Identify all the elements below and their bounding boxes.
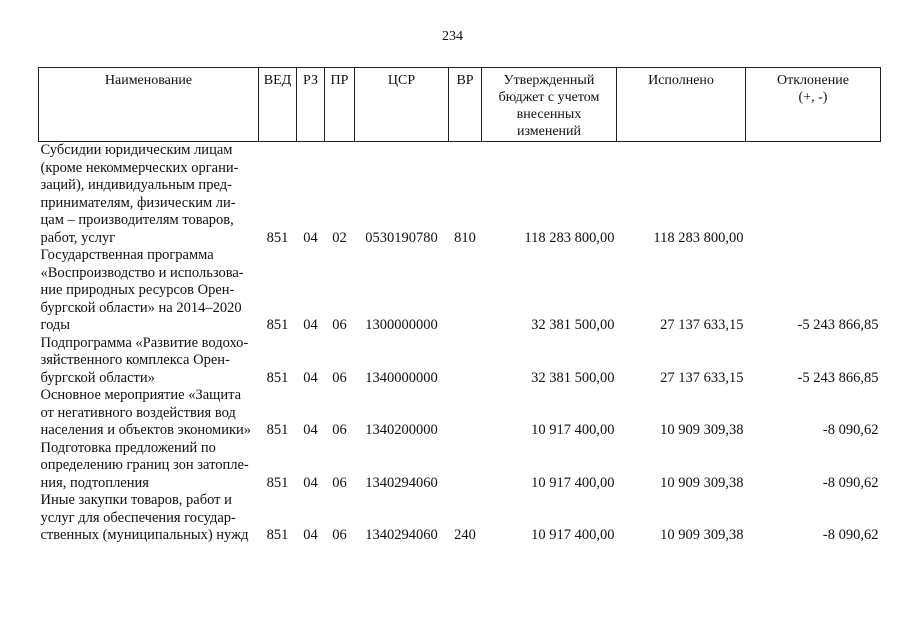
header-deviation-line: (+, -) — [798, 90, 828, 105]
row-csr: 0530190780 — [365, 229, 438, 246]
row-vr: 240 — [454, 527, 476, 543]
table-row — [39, 247, 881, 335]
header-rz: РЗ — [297, 68, 325, 142]
row-pr: 06 — [332, 317, 347, 333]
row-name-line: Подготовка предложений по — [40, 439, 216, 456]
row-deviation: -8 090,62 — [822, 422, 879, 438]
header-csr: ЦСР — [355, 68, 449, 142]
header-pr: ПР — [325, 68, 355, 142]
header-ved: ВЕД — [259, 68, 297, 142]
row-deviation: -5 243 866,85 — [797, 369, 879, 386]
row-name-line: ния, подтопления — [40, 474, 149, 491]
row-name — [39, 142, 259, 248]
row-csr: 1340294060 — [365, 474, 438, 491]
header-executed: Исполнено — [617, 68, 746, 142]
header-vr: ВР — [449, 68, 482, 142]
row-name-line: бургской области» на 2014–2020 — [40, 299, 242, 316]
row-name-line: бургской области» — [40, 369, 155, 386]
row-csr: 1340000000 — [365, 369, 438, 386]
row-vr — [449, 387, 482, 440]
table-header — [39, 68, 881, 142]
header-approved-line: Утвержденный — [503, 73, 595, 88]
row-deviation: -5 243 866,85 — [797, 317, 879, 333]
row-ved: 851 — [266, 474, 289, 491]
row-csr: 1340294060 — [365, 527, 438, 543]
table-row — [39, 335, 881, 388]
row-name — [39, 440, 259, 493]
row-name-line: населения и объектов экономики» — [40, 422, 252, 438]
row-ved: 851 — [266, 317, 289, 333]
row-name-line: заций), индивидуальным пред- — [40, 177, 232, 193]
row-name-line: ственных (муниципальных) нужд — [40, 527, 249, 543]
table-row — [39, 492, 881, 545]
row-rz: 04 — [303, 422, 318, 438]
row-deviation: -8 090,62 — [822, 474, 879, 491]
table-body — [39, 142, 881, 545]
row-approved-budget: 118 283 800,00 — [524, 229, 615, 246]
table-row — [39, 387, 881, 440]
row-approved-budget: 10 917 400,00 — [531, 474, 615, 491]
row-name-line: Основное мероприятие «Защита — [40, 387, 242, 403]
table-row — [39, 142, 881, 248]
row-name-line: от негативного воздействия вод — [40, 404, 236, 421]
row-name — [39, 387, 259, 440]
row-name-line: Государственная программа — [40, 247, 214, 263]
row-name-line: «Воспроизводство и использова- — [40, 264, 244, 281]
row-deviation — [746, 142, 881, 248]
row-csr: 1300000000 — [365, 317, 438, 333]
row-deviation: -8 090,62 — [822, 527, 879, 543]
row-approved-budget: 32 381 500,00 — [531, 369, 615, 386]
row-rz: 04 — [303, 527, 318, 543]
row-vr — [449, 335, 482, 388]
header-approved-line: внесенных — [516, 107, 582, 122]
row-name-line: Субсидии юридическим лицам — [40, 142, 233, 158]
row-vr: 810 — [454, 229, 476, 246]
row-csr: 1340200000 — [365, 422, 438, 438]
row-ved: 851 — [266, 527, 289, 543]
row-approved-budget: 32 381 500,00 — [531, 317, 615, 333]
row-rz: 04 — [303, 229, 318, 246]
row-name-line: (кроме некоммерческих органи- — [40, 159, 239, 176]
header-approved-line: бюджет с учетом — [498, 90, 600, 105]
page-number: 234 — [442, 29, 463, 44]
row-name-line: ние природных ресурсов Орен- — [40, 282, 235, 298]
header-deviation-line: Отклонение — [777, 73, 849, 88]
header-approved-budget — [482, 68, 617, 142]
row-rz: 04 — [303, 317, 318, 333]
row-pr: 06 — [332, 369, 347, 386]
row-name-line: Подпрограмма «Развитие водохо- — [40, 334, 249, 351]
row-executed: 10 909 309,38 — [660, 422, 744, 438]
budget-execution-table — [38, 67, 881, 545]
row-vr — [449, 440, 482, 493]
row-ved: 851 — [266, 229, 289, 246]
row-rz: 04 — [303, 474, 318, 491]
row-name-line: цам – производителям товаров, — [40, 212, 234, 228]
header-approved-line: изменений — [516, 124, 582, 139]
row-name-line: принимателям, физическим ли- — [40, 194, 236, 211]
row-ved: 851 — [266, 422, 289, 438]
row-pr: 02 — [332, 229, 347, 246]
row-executed: 10 909 309,38 — [660, 474, 744, 491]
row-name-line: зяйственного комплекса Орен- — [40, 352, 230, 368]
row-name-line: годы — [40, 317, 71, 333]
row-vr — [449, 247, 482, 335]
row-pr: 06 — [332, 527, 347, 543]
row-name-line: Иные закупки товаров, работ и — [40, 492, 232, 508]
row-executed: 27 137 633,15 — [660, 369, 744, 386]
row-pr: 06 — [332, 474, 347, 491]
row-approved-budget: 10 917 400,00 — [531, 422, 615, 438]
row-pr: 06 — [332, 422, 347, 438]
row-approved-budget: 10 917 400,00 — [531, 527, 615, 543]
header-deviation — [746, 68, 881, 142]
table-row — [39, 440, 881, 493]
row-name — [39, 335, 259, 388]
row-executed: 27 137 633,15 — [660, 317, 744, 333]
row-ved: 851 — [266, 369, 289, 386]
row-name-line: работ, услуг — [40, 229, 116, 246]
row-name — [39, 247, 259, 335]
row-rz: 04 — [303, 369, 318, 386]
header-name: Наименование — [39, 68, 259, 142]
row-executed: 10 909 309,38 — [660, 527, 744, 543]
row-name-line: определению границ зон затопле- — [40, 457, 249, 473]
row-executed: 118 283 800,00 — [653, 229, 744, 246]
row-name-line: услуг для обеспечения государ- — [40, 509, 236, 526]
row-name — [39, 492, 259, 545]
